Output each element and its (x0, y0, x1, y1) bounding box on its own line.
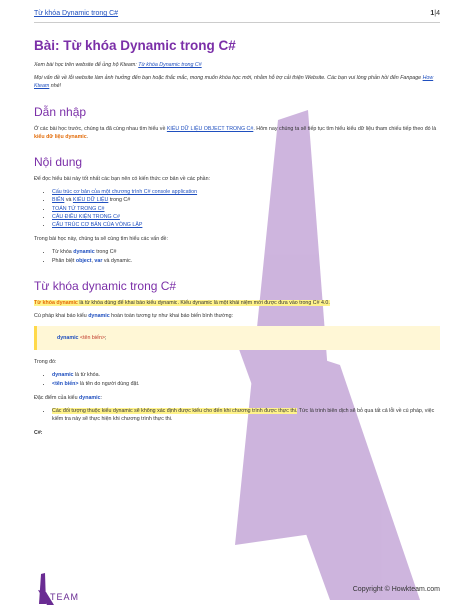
text: Cú pháp khai báo kiểu (34, 313, 89, 320)
main-content (34, 38, 440, 443)
keyword: dynamic (79, 394, 101, 401)
code-text: ; (105, 335, 107, 342)
section-heading-content: Nội dung (34, 155, 83, 170)
dynamic-definition (34, 299, 440, 307)
where-paragraph: Trong đó: (34, 359, 57, 366)
prereq-link[interactable]: TOÁN TỬ TRONG C# (52, 205, 105, 212)
prereq-paragraph: Để đọc hiểu bài này tốt nhất các bạn nên có kiến thức cơ bản về các phần: (34, 176, 211, 183)
keyword: object (75, 257, 92, 264)
code-block (34, 326, 440, 350)
logo-text: TEAM (50, 592, 80, 602)
code-placeholder: <tên biến> (79, 335, 106, 342)
keyword: <tên biến> (52, 380, 79, 387)
text: Phân biệt (52, 257, 76, 264)
page-sep: | (434, 10, 437, 17)
page-number (430, 10, 440, 17)
prereq-link[interactable]: KIỂU DỮ LIỆU (72, 197, 109, 204)
section-heading-intro: Dẫn nhập (34, 104, 87, 119)
text: hoàn toàn tương tự như khai báo biến bình thường: (109, 313, 234, 320)
highlighted-text: . Kiểu dynamic là một khái niệm mới được đưa vào trong C# 4.0. (177, 299, 330, 306)
features-list (34, 407, 440, 423)
text: trong C# (94, 249, 117, 256)
intro-line-2 (34, 74, 440, 90)
intro-lesson-link[interactable]: Từ khóa Dynamic trong C# (138, 62, 202, 68)
topics-list (34, 248, 440, 264)
copyright-text: Copyright © Howkteam.com (352, 586, 440, 593)
keyword: dynamic (52, 372, 74, 379)
highlighted-text: là từ khóa dùng để khai báo kiểu (77, 299, 158, 306)
text: . Hôm nay chúng ta sẽ tiếp tục tìm hiểu kiểu dữ liệu tham chiếu tiếp theo đó là (253, 125, 437, 132)
intro-line-1 (34, 61, 440, 69)
prereq-link[interactable]: BIẾN (52, 197, 65, 204)
text: là tên do người dùng đặt. (78, 380, 140, 387)
list-item (52, 221, 440, 229)
text: và (64, 197, 73, 204)
definitions-list (34, 371, 440, 387)
syntax-paragraph (34, 312, 440, 320)
text: Tức là trình biên dịch sẽ bỏ qua tất cả lỗi về cú pháp, việc kiểm tra này sẽ thực hiện khi chương trình thực thi. (52, 408, 435, 423)
keyword: var (94, 257, 103, 264)
list-item (52, 213, 440, 221)
list-item (52, 371, 440, 379)
text: Đặc điểm của kiểu (34, 394, 80, 401)
prereq-list (34, 188, 440, 229)
text: . (86, 133, 89, 140)
text: : (100, 394, 103, 401)
list-item (52, 196, 440, 204)
list-item (52, 188, 440, 196)
page-total: 4 (436, 10, 440, 17)
page-title: Bài: Từ khóa Dynamic trong C# (34, 38, 236, 53)
object-lesson-link[interactable]: KIỂU DỮ LIỆU OBJECT TRONG C# (166, 125, 254, 132)
page-current: 1 (430, 10, 435, 17)
topics-paragraph: Trong bài học này, chúng ta sẽ cùng tìm hiểu các vấn đề: (34, 236, 168, 243)
list-item (52, 380, 440, 388)
list-item (52, 205, 440, 213)
text: và dynamic. (102, 257, 133, 264)
kteam-logo (32, 572, 92, 606)
intro-text: Xem bài học trên website để ủng hộ Kteam: (34, 62, 139, 68)
intro-paragraph (34, 125, 440, 141)
features-heading (34, 394, 440, 402)
emphasis-text: kiểu dữ liệu dynamic (34, 133, 87, 140)
fanpage-link[interactable]: How Kteam (34, 75, 434, 90)
header-rule (34, 22, 440, 23)
text: là từ khóa. (73, 372, 101, 379)
prereq-link[interactable]: CẤU TRÚC CƠ BẢN CỦA VÒNG LẶP (52, 222, 143, 229)
section-heading-dynamic: Từ khóa dynamic trong C# (34, 278, 177, 293)
highlighted-text: dynamic (157, 299, 178, 306)
prereq-link[interactable]: Cấu trúc cơ bản của một chương trình C# console application (52, 189, 198, 196)
code-label: C#: (34, 430, 43, 437)
text: trong C# (108, 197, 131, 204)
intro-suffix: nhé! (49, 83, 62, 90)
list-item (52, 257, 440, 265)
keyword: dynamic (73, 249, 95, 256)
text: Ở các bài học trước, chúng ta đã cùng nhau tìm hiểu về (34, 125, 167, 132)
code-keyword: dynamic (57, 335, 79, 342)
prereq-link[interactable]: CÂU ĐIỀU KIỆN TRONG C# (52, 213, 120, 220)
list-item (52, 248, 440, 256)
header-title-link[interactable]: Từ khóa Dynamic trong C# (34, 10, 119, 17)
intro-feedback-text: Mọi vấn đề về lỗi website làm ảnh hưởng đến bạn hoặc thắc mắc, mong muốn khóa học mới, nhằm hỗ trợ cải thiện Website. Các bạn vui lòng phản hồi đến Fanpage (34, 75, 423, 82)
list-item (52, 407, 440, 423)
text: , (91, 257, 95, 264)
highlighted-term: Từ khóa dynamic (34, 299, 78, 306)
highlighted-text: Các đối tượng thuộc kiểu dynamic sẽ không xác định được kiểu cho đến khi chương trình được thực thi. (52, 408, 298, 415)
text: Từ khóa (52, 249, 74, 256)
keyword: dynamic (88, 313, 110, 320)
